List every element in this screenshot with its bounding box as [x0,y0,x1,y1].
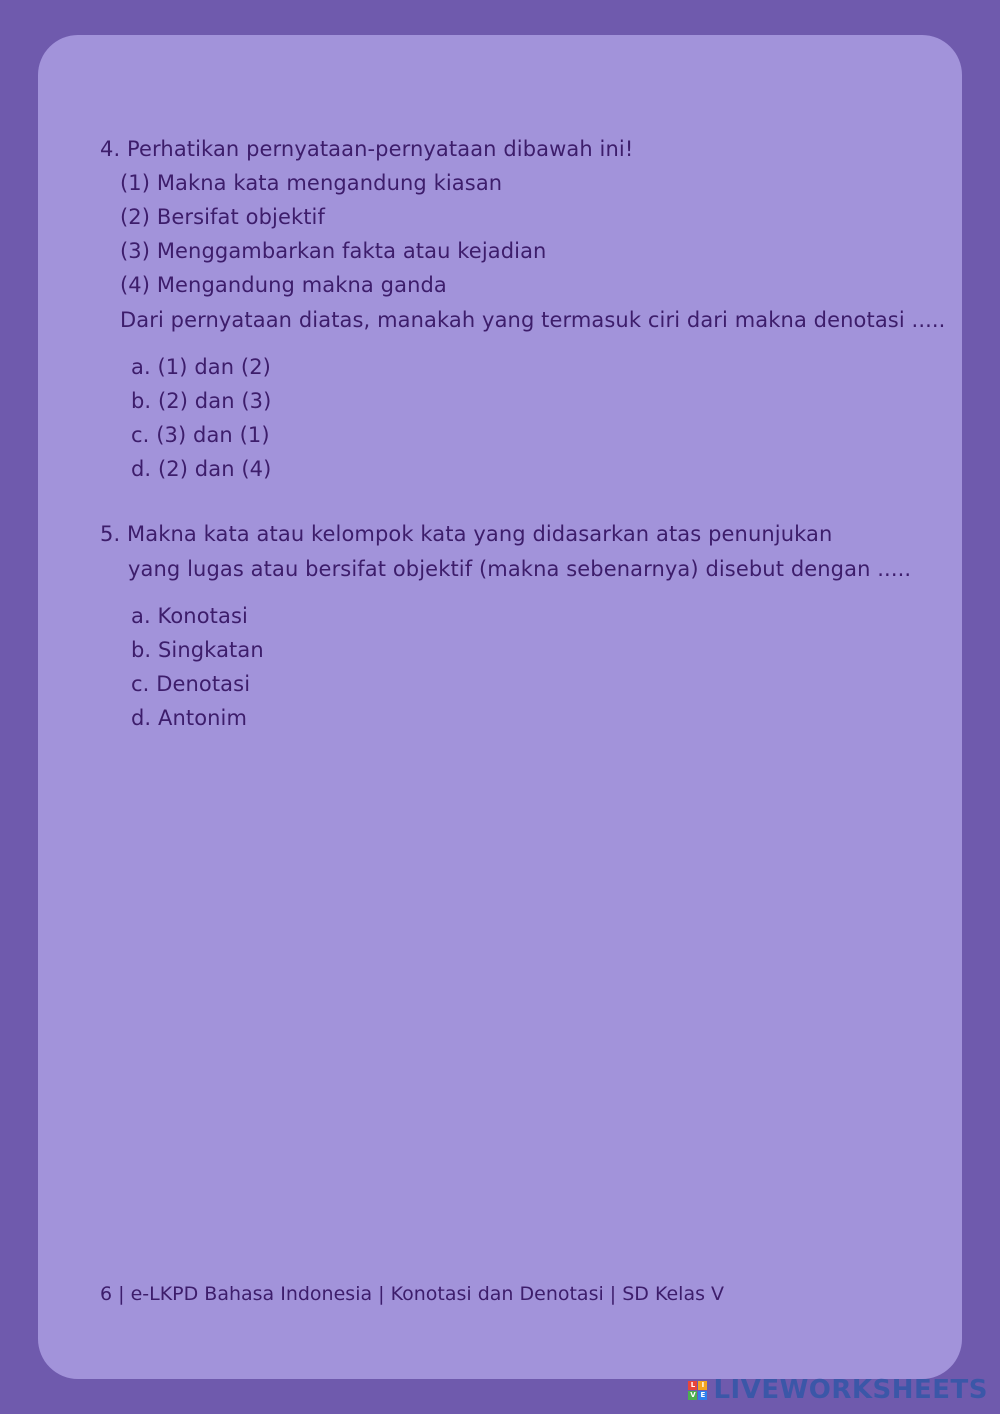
page-footer: 6 | e-LKPD Bahasa Indonesia | Konotasi dan Denotasi | SD Kelas V [100,1283,725,1305]
question-4-option-c[interactable]: c. (3) dan (1) [131,423,270,447]
question-5-option-b[interactable]: b. Singkatan [131,638,264,662]
logo-letter-l: L [688,1381,697,1390]
question-5-option-c[interactable]: c. Denotasi [131,672,251,696]
liveworksheets-logo[interactable] [688,1376,988,1404]
question-5-stem: 5. Makna kata atau kelompok kata yang didasarkan atas penunjukan [100,522,833,546]
question-4-option-d[interactable]: d. (2) dan (4) [131,457,272,481]
brand-name: LIVEWORKSHEETS [713,1375,988,1405]
question-5-stem-line-2: yang lugas atau bersifat objektif (makna sebenarnya) disebut dengan ..... [128,557,912,581]
question-4-statement-3: (3) Menggambarkan fakta atau kejadian [120,239,547,263]
question-5-option-d[interactable]: d. Antonim [131,706,248,730]
question-4-statement-2: (2) Bersifat objektif [120,205,325,229]
question-4-statement-4: (4) Mengandung makna ganda [120,273,447,297]
question-4-option-b[interactable]: b. (2) dan (3) [131,389,272,413]
question-4-option-a[interactable]: a. (1) dan (2) [131,355,271,379]
question-4-prompt: Dari pernyataan diatas, manakah yang termasuk ciri dari makna denotasi ..... [120,308,946,332]
question-4-stem: 4. Perhatikan pernyataan-pernyataan dibawah ini! [100,137,634,161]
question-5-option-a[interactable]: a. Konotasi [131,604,248,628]
logo-letter-v: V [690,1390,696,1399]
logo-letter-i: I [698,1381,707,1390]
question-4-statement-1: (1) Makna kata mengandung kiasan [120,171,503,195]
logo-letter-e: E [698,1391,707,1400]
liveworksheets-icon [688,1381,707,1400]
